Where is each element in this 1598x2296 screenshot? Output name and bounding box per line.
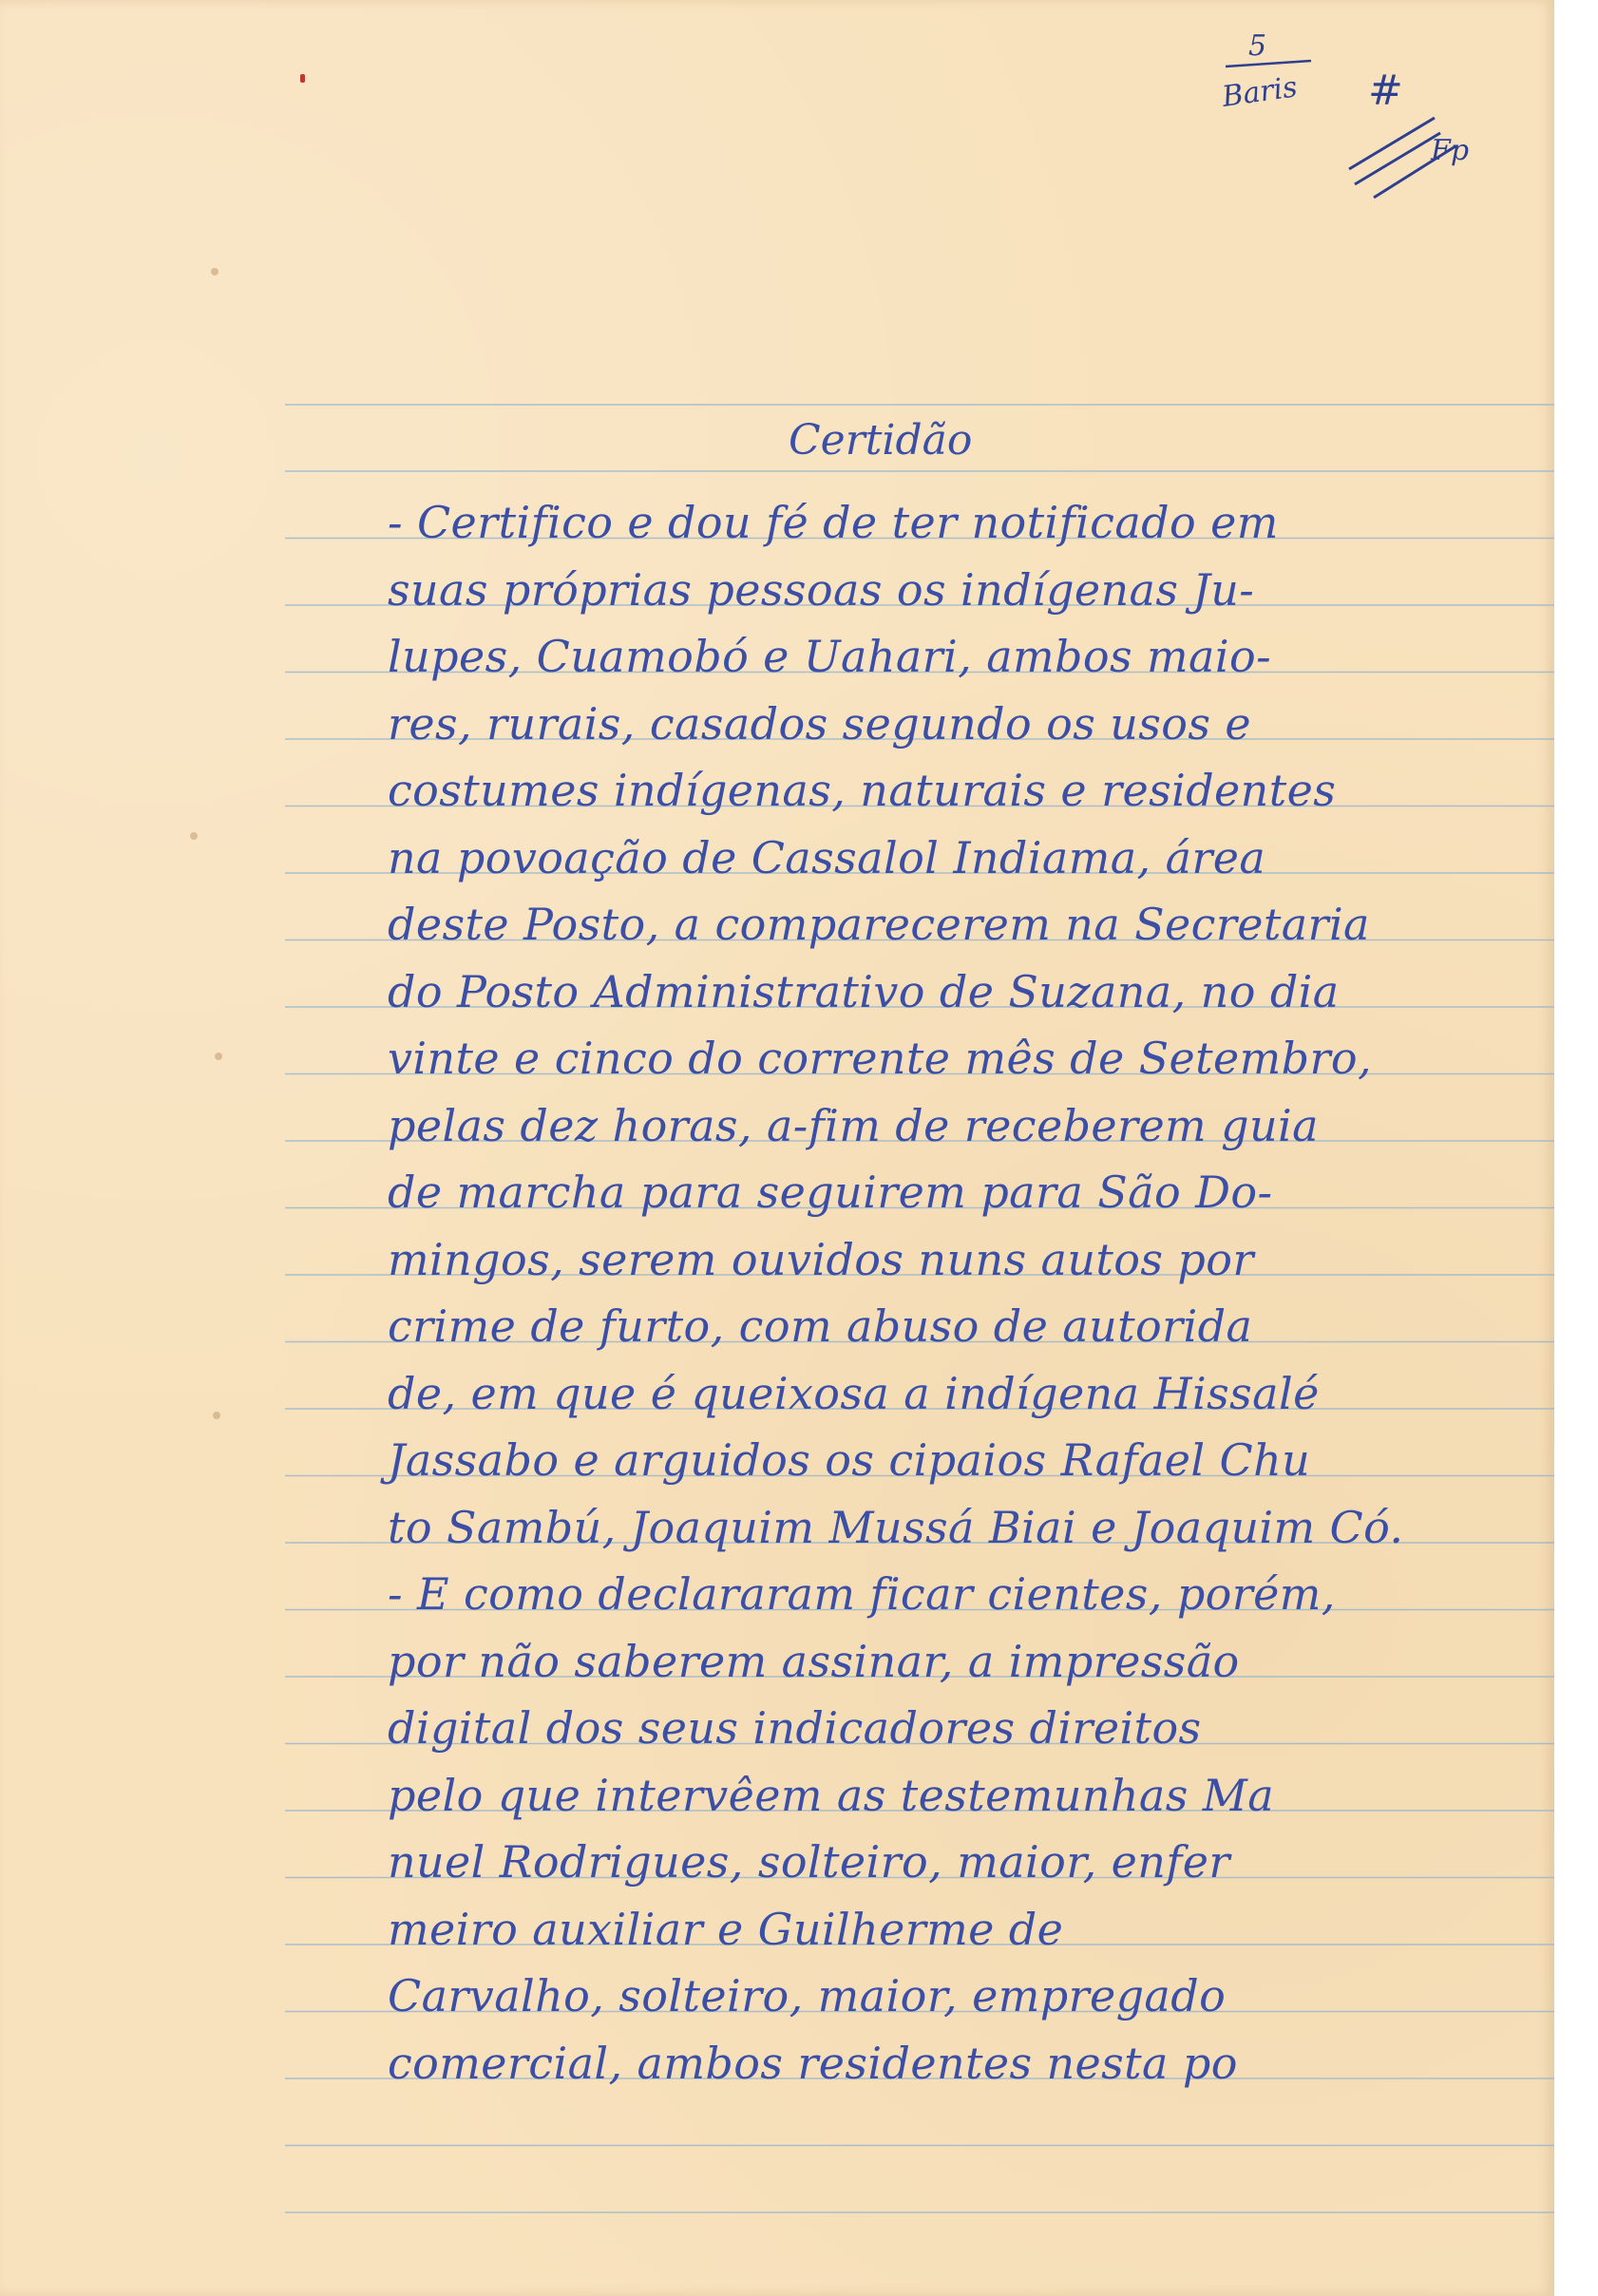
- handwritten-line: crime de furto, com abuso de autorida: [388, 1300, 1253, 1352]
- annotation-word: Baris: [1220, 70, 1300, 114]
- handwritten-line: pelo que intervêem as testemunhas Ma: [388, 1769, 1275, 1821]
- handwritten-line: costumes indígenas, naturais e residentes: [388, 765, 1337, 816]
- handwritten-line: por não saberem assinar, a impressão: [388, 1635, 1240, 1687]
- handwritten-line: lupes, Cuamobó e Uahari, ambos maio-: [388, 631, 1272, 682]
- corner-annotation: [1207, 27, 1492, 217]
- handwritten-line: pelas dez horas, a-fim de receberem guia: [388, 1099, 1319, 1151]
- paper-mark: [215, 1053, 222, 1060]
- handwritten-line: vinte e cinco do corrente mês de Setembro,: [388, 1033, 1373, 1084]
- ink-speck: [300, 74, 305, 83]
- handwritten-line: deste Posto, a comparecerem na Secretaria: [388, 899, 1370, 950]
- handwritten-line: meiro auxiliar e Guilherme de: [388, 1903, 1064, 1955]
- handwritten-line: nuel Rodrigues, solteiro, maior, enfer: [388, 1836, 1230, 1888]
- handwritten-line: - E como declararam ficar cientes, porém,: [388, 1568, 1336, 1620]
- paper-mark: [213, 1412, 220, 1419]
- handwritten-line: res, rurais, casados segundo os usos e: [388, 697, 1252, 750]
- handwritten-line: comercial, ambos residentes nesta po: [388, 2037, 1238, 2089]
- handwritten-line: Jassabo e arguidos os cipaios Rafael Chu: [388, 1434, 1311, 1486]
- handwritten-line: - Certifico e dou fé de ter notificado em: [388, 497, 1279, 548]
- paper-mark: [211, 268, 219, 275]
- handwritten-line: na povoação de Cassalol Indiama, área: [388, 831, 1266, 883]
- annotation-number: 5: [1248, 29, 1267, 63]
- handwritten-line: to Sambú, Joaquim Mussá Biai e Joaquim Có.: [388, 1501, 1404, 1553]
- annotation-initials: Fp: [1431, 134, 1470, 167]
- handwritten-line: Carvalho, solteiro, maior, empregado: [388, 1970, 1227, 2021]
- handwritten-line: de, em que é queixosa a indígena Hissalé: [388, 1367, 1320, 1419]
- annotation-mark: #: [1368, 66, 1403, 115]
- document-title: Certidão: [789, 416, 973, 465]
- handwritten-line: mingos, serem ouvidos nuns autos por: [388, 1233, 1254, 1285]
- handwritten-line: digital dos seus indicadores direitos: [388, 1702, 1202, 1754]
- handwritten-line: suas próprias pessoas os indígenas Ju-: [388, 563, 1255, 616]
- handwritten-line: de marcha para seguirem para São Do-: [388, 1167, 1273, 1218]
- paper-mark: [190, 832, 198, 840]
- handwritten-line: do Posto Administrativo de Suzana, no dia: [388, 965, 1340, 1017]
